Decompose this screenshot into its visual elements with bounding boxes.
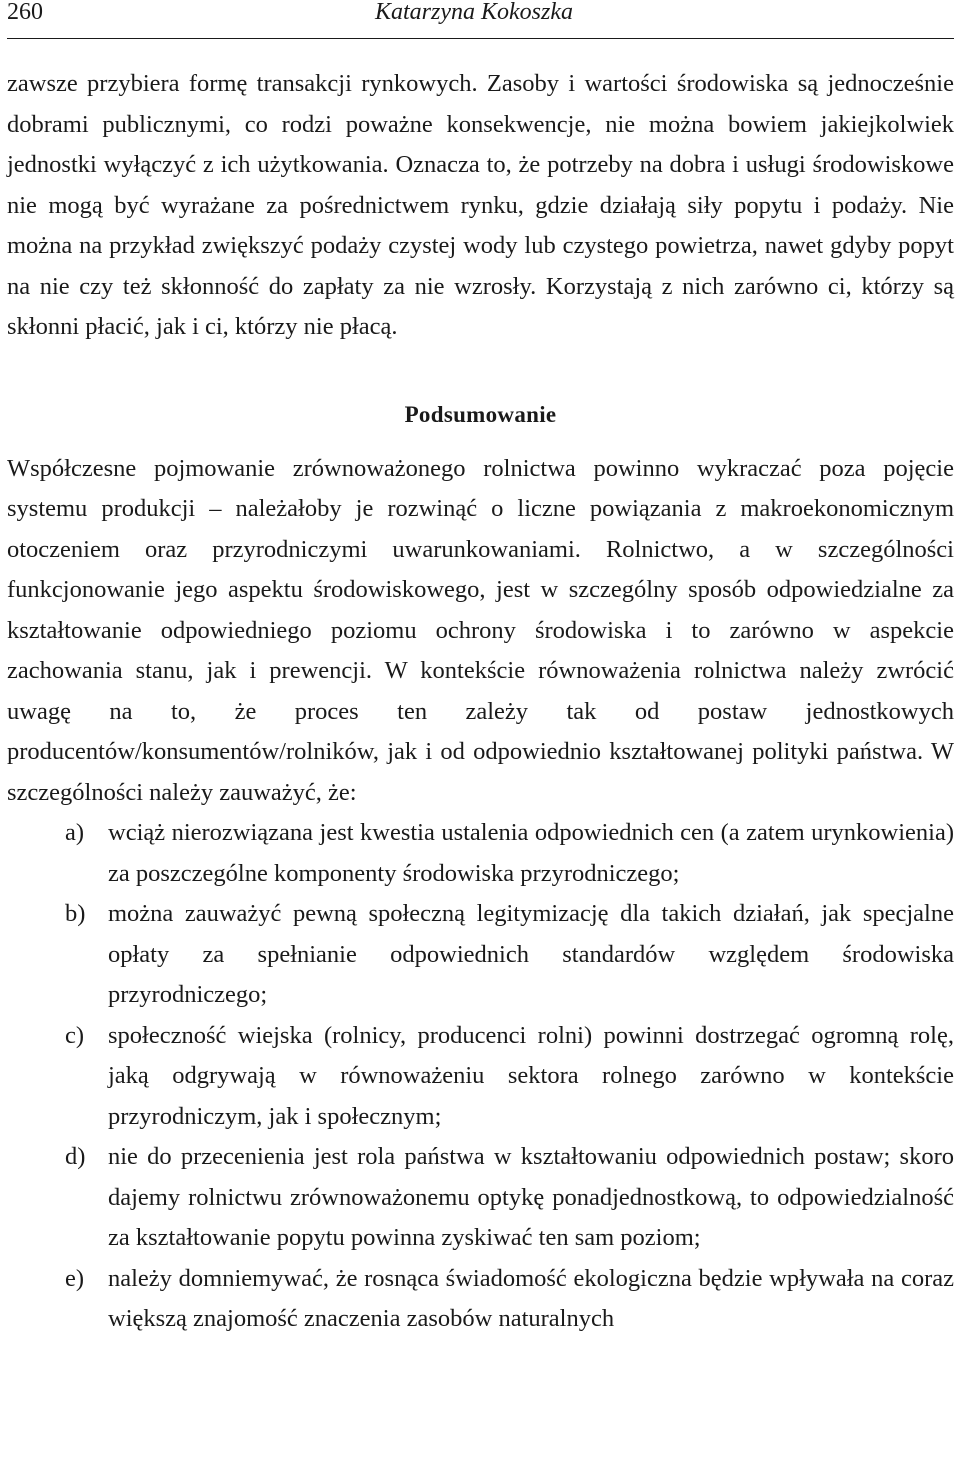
list-marker: d) xyxy=(65,1143,86,1170)
page-number: 260 xyxy=(7,0,43,25)
list-item xyxy=(7,1016,954,1138)
list-item-text: należy domniemywać, że rosnąca świadomość ekologiczna będzie wpływała na coraz większą znajomość znaczenia zasobów naturalnych xyxy=(108,1264,954,1332)
list-item xyxy=(7,894,954,1016)
paragraph-summary: Współczesne pojmowanie zrównoważonego rolnictwa powinno wykraczać poza pojęcie systemu produkcji – należałoby je rozwinąć o liczne powiązania z makroekonomicznym otoczeniem oraz przyrodniczymi uwarunkowaniami. Rolnictwo, a w szczególności funkcjonowanie jego aspektu środowiskowego, jest w szczególny sposób odpowiedzialne za kształtowanie odpowiedniego poziomu ochrony środowiska i to zarówno w aspekcie zachowania stanu, jak i prewencji. W kontekście równoważenia rolnictwa należy zwrócić uwagę na to, że proces ten zależy tak od postaw jednostkowych producentów/konsumentów/rolników, jak i od odpowiednio kształtowanej polityki państwa. W szczególności należy zauważyć, że: xyxy=(7,454,954,806)
list-marker: c) xyxy=(65,1021,85,1049)
list-marker: a) xyxy=(65,819,85,846)
list-item xyxy=(7,1259,954,1340)
section-title: Podsumowanie xyxy=(404,401,557,427)
list-item-text: wciąż nierozwiązana jest kwestia ustalenia odpowiednich cen (a zatem urynkowienia) za poszczególne komponenty środowiska przyrodniczego; xyxy=(108,819,954,887)
list-item xyxy=(7,813,954,894)
list-item-text: społeczność wiejska (rolnicy, producenci rolni) powinni dostrzegać ogromną rolę, jaką odgrywają w równoważeniu sektora rolnego zarówno w kontekście przyrodniczym, jak i społecznym; xyxy=(108,1021,954,1130)
summary-list xyxy=(7,813,954,1340)
running-head: Katarzyna Kokoszka xyxy=(375,0,573,25)
paragraph-continued: zawsze przybiera formę transakcji rynkowych. Zasoby i wartości środowiska są jednocześnie dobrami publicznymi, co rodzi poważne konsekwencje, nie można bowiem jakiejkolwiek jednostki wyłączyć z ich użytkowania. Oznacza to, że potrzeby na dobra i usługi środowiskowe nie mogą być wyrażane za pośrednictwem rynku, gdzie działają siły popytu i podaży. Nie można na przykład zwiększyć podaży czystej wody lub czystego powietrza, nawet gdyby popyt na nie czy też skłonność do zapłaty za nie wzrosły. Korzystają z nich zarówno ci, którzy są skłonni płacić, jak i ci, którzy nie płacą. xyxy=(7,70,954,340)
list-item-text: można zauważyć pewną społeczną legitymizację dla takich działań, jak specjalne opłaty za spełnianie odpowiednich standardów względem środowiska przyrodniczego; xyxy=(108,900,954,1008)
page-body xyxy=(7,64,954,1340)
list-marker: b) xyxy=(65,900,86,927)
list-item xyxy=(7,1137,954,1259)
page-header xyxy=(7,0,954,39)
list-marker: e) xyxy=(65,1264,85,1292)
list-item-text: nie do przecenienia jest rola państwa w kształtowaniu odpowiednich postaw; skoro dajemy rolnictwu zrównoważonemu optykę ponadjednostkową, to odpowiedzialność za kształtowanie popytu powinna zyskiwać ten sam poziom; xyxy=(108,1143,954,1251)
